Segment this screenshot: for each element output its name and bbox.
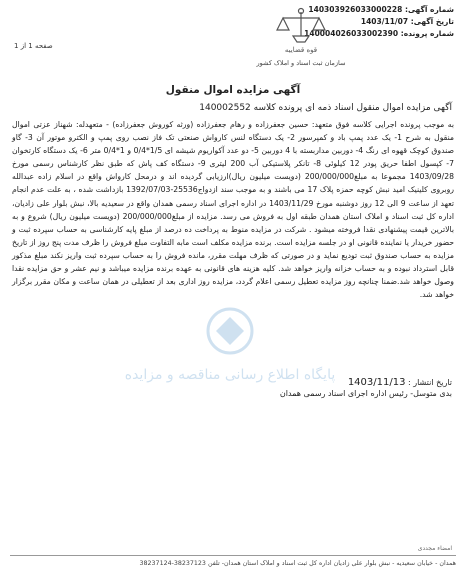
ad-number: 140303926033000228 bbox=[308, 5, 403, 14]
footer-signer: امضاء مجددی bbox=[417, 545, 452, 552]
watermark-text: پایگاه اطلاع رسانی مناقصه و مزایده bbox=[124, 367, 336, 383]
footer-address: همدان - خیابان سعیدیه - نبش بلوار علی زادیان اداره کل ثبت اسناد و املاک استان همدان- تلفن 38237123-38237124 bbox=[139, 560, 456, 567]
publish-label: تاریخ انتشار : bbox=[408, 378, 452, 387]
logo-top-text: قوه قضاییه bbox=[284, 46, 318, 54]
auction-body-text: به موجب پرونده اجرایی کلاسه فوق متعهد: حسین جعفرزاده و رهام جعفرزاده (ورثه کوروش جعفرزاده) - متعهدله: شهناز عزتی اموال منقول به شرح 1- یک عدد پمپ باد و کمپرسور 2- یک دستگاه لنس کارواش صنعتی تک فاز نصب روی پمپ و الکترو موتور آن 3- گاو صندوق کوچک قهوه ای رنگ 4- دوربین مداربسته با 4 دوربین 5- دو عدد آکواریوم شیشه ای 1/5*0/4 و 1*0/4 متر 6- یک دستگاه کارتخوان 7- کپسول اطفا حریق پودر 12 کیلوئی 8- تانکر پلاستیکی آب 200 لیتری 9- دستگاه کف پاش که طبق نظر کارشناس رسمی مورخ 1403/09/28 مجموعا به مبلغ200/000/000 (دویست میلیون ریال)ارزیابی گردیده اند و درمحل کارواش واقع در اسلام زاده عبدالله روبروی کلینیک امید نبش کوچه حمزه پلاک 17 می باشند و به موجب سند ازدواج25536-1392/07/03 بازداشت شده ، به علت عدم انجام تعهد از ساعت 9 الی 12 روز دوشنبه مورخ 1403/11/29 در اداره اجرای اسناد رسمی همدان واقع در سعیدیه بالا، نبش بلوار علی زادیان، اداره کل ثبت اسناد و املاک استان همدان طبقه اول به فروش می رسد. مزایده از مبلغ200/000/000 (دویست میلیون ریال) شروع و به بالاترین قیمت پیشنهادی نقدا فروخته میشود . شرکت در مزایده منوط به پرداخت ده درصد از مبلغ پایه کارشناسی به حساب سپرده ثبت و حضور خریدار یا نماینده قانونی او در جلسه مزایده است. برنده مزایده مکلف است مابه التفاوت مبلغ فروش را ظرف مدت پنج روز از تاریخ مزایده به حساب صندوق ثبت تودیع نماید و در صورتی که ظرف مهلت مقرر، مانده فروش را به حساب سپرده ثبت واریز نکند مبلغ مذکور قابل استرداد نبوده و به حساب خزانه واریز خواهد شد. کلیه هزینه های قانونی به عهده برنده مزایده میباشد و نیم عشر و حق مزایده نقدا وصول خواهد شد.ضمنا چنانچه روز مزایده تعطیل رسمی اعلام گردد، مزایده روز اداری بعد از تعطیلی در همان ساعت و مکان مقرر برگزار خواهد شد. bbox=[12, 120, 455, 300]
ad-date-label: تاریخ آگهی: bbox=[410, 17, 454, 26]
ad-number-label: شماره آگهی: bbox=[404, 5, 454, 14]
signature-line: بدی متوسل- رئیس اداره اجرای اسناد رسمی همدان bbox=[279, 389, 452, 398]
publish-date-block bbox=[348, 376, 452, 389]
scales-emblem-icon bbox=[271, 6, 331, 54]
publish-date: 1403/11/13 bbox=[347, 377, 406, 388]
footer-divider bbox=[10, 555, 456, 556]
file-number-label: شماره پرونده: bbox=[400, 29, 454, 38]
ad-date: 1403/11/07 bbox=[360, 17, 409, 26]
page-number: صفحه 1 از 1 bbox=[14, 42, 53, 50]
file-number: 140004026033002390 bbox=[304, 29, 399, 38]
subtitle: آگهی مزایده اموال منقول اسناد ذمه ای پرونده کلاسه 140002552 bbox=[199, 103, 452, 113]
page-title: آگهی مزایده اموال منقول bbox=[165, 84, 301, 96]
org-name: سازمان ثبت اسناد و املاک کشور bbox=[256, 59, 346, 67]
judiciary-logo bbox=[256, 6, 346, 76]
